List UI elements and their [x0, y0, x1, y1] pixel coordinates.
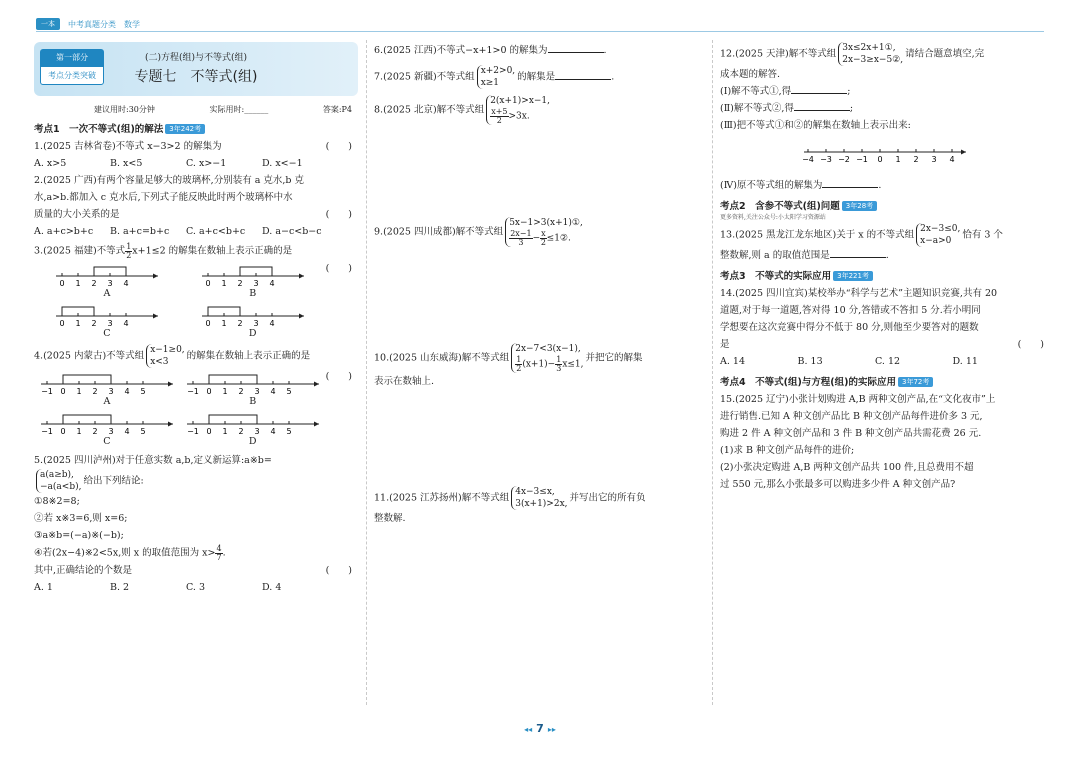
- tick-label: 1: [75, 319, 81, 328]
- tick-label: 0: [205, 279, 211, 288]
- tick-label: 0: [206, 387, 212, 396]
- number-line-svg: [52, 304, 162, 328]
- tick-label: −2: [838, 155, 850, 164]
- header-rule: [36, 31, 1044, 32]
- tick-label: 4: [269, 279, 275, 288]
- tick-label: 0: [206, 427, 212, 436]
- banner-subtitle: (二)方程(组)与不等式(组): [144, 53, 248, 63]
- number-line-option: [180, 372, 326, 408]
- number-line: [800, 140, 1050, 167]
- tick-label: 1: [76, 387, 82, 396]
- tick-label: 5: [140, 427, 146, 436]
- question-10: 10.(2025 山东威海)解不等式组2x−7<3(x−1), $\frac{1}{2}(x+1)-\frac{1}{3}x\le 1$,并把它的解集 表示在数轴上.: [374, 344, 643, 387]
- subject-name: 数学: [124, 19, 140, 29]
- tick-label: 1: [895, 155, 901, 164]
- tick-label: 1: [76, 427, 82, 436]
- tick-label: 4: [123, 319, 129, 328]
- tick-label: 4: [270, 427, 276, 436]
- option-label: D: [248, 436, 257, 447]
- number-line-option: [34, 412, 180, 448]
- number-line-option: [180, 264, 326, 300]
- question-13: 13.(2025 黑龙江龙东地区)关于 x 的不等式组2x−3≤0, x−a>0恰有 3 个 整数解,则 a 的取值范围是 .: [720, 224, 1003, 261]
- tick-label: 0: [60, 387, 66, 396]
- tick-label: 3: [107, 279, 113, 288]
- section-heading: 考点2 含参不等式(组)问题 3年28考: [720, 198, 1050, 212]
- tick-label: 0: [59, 279, 65, 288]
- series-name: 中考真题分类: [68, 19, 116, 29]
- column-3: 12.(2025 天津)解不等式组3x≤2x+1①, 2x−3≥x−5②,请结合题意填空,完 成本题的解答. (Ⅰ)解不等式①,得 ; (Ⅱ)解不等式②,得 ; (Ⅲ)把不等式①和②的解集在数轴上表示出来: −4 −3 −2 −1 0 1 2 3 4 (Ⅳ)原不等式组的解集为 . 考点2 含参不等式(组)问题 3年28考 更多资料,关注公众号:小太阳学习资源站 13.(2025 黑龙江龙东地区)关于 x 的不等式组2x−3≤0, x−a>0恰有 3 个 整数解,则 a 的取值范围是 . 考点3 不等式的实际应用 3年221考 14.(2025 四川宜宾)某校举办“科学与艺术”主题知识竞赛,共有 20 道题,对于每一道题,答对得 10 分,答错或不答扣 5 分.若小明同 学想要在这次竞赛中得分不低于 80 分,则他至少要答对的题数 是 ( ) A. 14 B. 13 C. 12 D. 11 考点4 不等式(组)与方程(组)的实际应用 3年72考 15.(2025 辽宁)小张计划购进 A,B 两种文创产品,在“文化夜市”上 进行销售.已知 A 种文创产品比 B 种文创产品每件进价多 3 元, 购进 2 件 A 种文创产品和 3 件 B 种文创产品共需花费 26 元. (1)求 B 种文创产品每件的进价; (2)小张决定购进 A,B 两种文创产品共 100 件,且总费用不超 过 550 元,那么小张最多可以购进多少件 A 种文创产品?: [720, 38, 1050, 493]
- number-line-svg: [800, 140, 970, 164]
- tick-label: 1: [222, 387, 228, 396]
- tick-label: 1: [222, 427, 228, 436]
- tick-label: 1: [75, 279, 81, 288]
- tick-label: 5: [286, 387, 292, 396]
- question-12: 12.(2025 天津)解不等式组3x≤2x+1①, 2x−3≥x−5②,请结合题意填空,完 成本题的解答. (Ⅰ)解不等式①,得 ; (Ⅱ)解不等式②,得 ; (Ⅲ)把不等式①和②的解集在数轴上表示出来:: [720, 43, 985, 131]
- topic-banner: [34, 42, 358, 96]
- frequency-tag: 3年72考: [898, 377, 933, 387]
- tick-label: 4: [124, 427, 130, 436]
- tick-label: 4: [270, 387, 276, 396]
- tick-label: 2: [92, 427, 98, 436]
- section-heading: 考点1 一次不等式(组)的解法 3年242考: [34, 121, 358, 135]
- option-label: C: [103, 328, 111, 339]
- option-label: C: [103, 436, 111, 447]
- tick-label: 2: [92, 387, 98, 396]
- column-1: 第一部分 考点分类突破 (二)方程(组)与不等式(组) 专题七 不等式(组) 建议用时:30分钟 实际用时:______ 答案:P4 考点1 一次不等式(组)的解法 3年242考 1.(2025 吉林省卷)不等式 x−3>2 的解集为 ( ) A. x>5 B. x<5 C. x>−1 D. x<−1 2.(2025 广西)有两个容量足够大的玻璃杯,分别装有 a 克水,b 克 水,a>b.都加入 c 克水后,下列式子能反映此时两个玻璃杯中水 质量的大小关系的是 ( ) A. a+c>b+c B. a+c=b+c C. a+c<b+c D. a−c<b−c 3.(2025 福建)不等式$\frac{1}{2}x+1\le 2$ 的解集在数轴上表示正确的是 ( ) 0 1 2 3 4 A 0 1 2 3 4 B 0 1 2 3 4 C 0 1 2 3 4 D 4.(2025 内蒙古)不等式组x−1≥0, x<3的解集在数轴上表示正确的是 ( ) −1 0 1 2 3 4 5 A −1 0 1 2 3 4 5 B −1 0 1 2 3 4 5 C −1 0 1 2 3 4 5 D 5.(2025 四川泸州)对于任意实数 a,b,定义新运算:a※b= a(a≥b), −a(a<b),给出下列结论: ①8※2=8; ②若 x※3=6,则 x=6; ③a※b=(−a)※(−b); ④若(2x−4)※2<5x,则 x 的取值范围为 $x>\frac{4}{7}$. 其中,正确结论的个数是 ( ) A. 1 B. 2 C. 3 D. 4: [34, 38, 358, 596]
- prev-arrow-icon: ◂◂: [524, 725, 533, 734]
- tick-label: 0: [877, 155, 883, 164]
- number-line-option: [34, 372, 180, 408]
- tick-label: 3: [108, 427, 114, 436]
- number-line-option: [180, 412, 326, 448]
- options: A. x>5 B. x<5 C. x>−1 D. x<−1: [34, 158, 303, 169]
- column-divider: [366, 40, 367, 705]
- tick-label: 2: [91, 279, 97, 288]
- tick-label: 2: [238, 387, 244, 396]
- tick-label: 2: [91, 319, 97, 328]
- promo-note: 更多资料,关注公众号:小太阳学习资源站: [720, 214, 826, 221]
- number-line-svg: [183, 372, 323, 396]
- page-header: [36, 18, 140, 30]
- options: A. 14 B. 13 C. 12 D. 11: [720, 356, 978, 367]
- tick-label: −1: [186, 427, 199, 436]
- tick-label: 0: [205, 319, 211, 328]
- tick-label: 5: [286, 427, 292, 436]
- part-label: 第一部分: [40, 49, 104, 66]
- tick-label: 0: [59, 319, 65, 328]
- tick-label: −3: [820, 155, 832, 164]
- options: A. 1 B. 2 C. 3 D. 4: [34, 582, 282, 593]
- answer-page: 答案:P4: [322, 105, 352, 114]
- question-2: 2.(2025 广西)有两个容量足够大的玻璃杯,分别装有 a 克水,b 克 水,a>b.都加入 c 克水后,下列式子能反映此时两个玻璃杯中水 质量的大小关系的是 ( ): [34, 175, 352, 220]
- number-line-svg: [52, 264, 162, 288]
- question-1: 1.(2025 吉林省卷)不等式 x−3>2 的解集为 ( ): [34, 141, 352, 152]
- tick-label: 3: [108, 387, 114, 396]
- question-8: 8.(2025 北京)解不等式组2(x+1)>x−1, $\frac{x+5}{2}>3x$.: [374, 96, 551, 125]
- number-line-svg: [198, 264, 308, 288]
- option-label: A: [103, 396, 111, 407]
- tick-label: 4: [123, 279, 129, 288]
- tick-label: 3: [254, 427, 260, 436]
- column-2: [374, 38, 704, 527]
- tick-label: 3: [107, 319, 113, 328]
- question-9: 9.(2025 四川成都)解不等式组5x−1>3(x+1)①, $\frac{2x-1}{3}-\frac{x}{2}\le 1②$.: [374, 218, 583, 247]
- question-7: 7.(2025 新疆)不等式组x+2>0, x≥1的解集是 .: [374, 66, 615, 88]
- tick-label: 1: [221, 279, 227, 288]
- tick-label: 2: [237, 319, 243, 328]
- tick-label: 2: [237, 279, 243, 288]
- column-divider: [712, 40, 713, 705]
- tick-label: −1: [40, 427, 53, 436]
- frequency-tag: 3年28考: [842, 201, 877, 211]
- number-line-option: [34, 304, 180, 340]
- solution-bracket: [63, 415, 111, 424]
- solution-bracket: [209, 375, 257, 384]
- tick-label: 4: [269, 319, 275, 328]
- number-line-options: [34, 264, 326, 340]
- tick-label: −4: [802, 155, 814, 164]
- question-5: 5.(2025 四川泸州)对于任意实数 a,b,定义新运算:a※b= a(a≥b), −a(a<b),给出下列结论: ①8※2=8; ②若 x※3=6,则 x=6; ③a※b=(−a)※(−b); ④若(2x−4)※2<5x,则 x 的取值范围为 $x>\frac{4}{7}$. 其中,正确结论的个数是 ( ): [34, 455, 352, 576]
- number-line-options: [34, 372, 326, 448]
- tick-label: 0: [60, 427, 66, 436]
- question-4: 4.(2025 内蒙古)不等式组x−1≥0, x<3的解集在数轴上表示正确的是: [34, 345, 311, 367]
- banner-title: 专题七 不等式(组): [134, 69, 258, 85]
- question-14: 14.(2025 四川宜宾)某校举办“科学与艺术”主题知识竞赛,共有 20 道题,对于每一道题,答对得 10 分,答错或不答扣 5 分.若小明同 学想要在这次竞赛中得分不低于 80 分,则他至少要答对的题数 是 ( ): [720, 288, 1044, 350]
- tick-label: 3: [253, 279, 259, 288]
- tick-label: 3: [254, 387, 260, 396]
- page-number: ◂◂ 7 ▸▸: [524, 722, 556, 735]
- section-heading: 考点4 不等式(组)与方程(组)的实际应用 3年72考: [720, 374, 1050, 388]
- suggested-time: 建议用时:30分钟: [94, 105, 155, 114]
- question-3: 3.(2025 福建)不等式$\frac{1}{2}x+1\le 2$ 的解集在数轴上表示正确的是: [34, 242, 293, 260]
- time-info: [94, 104, 352, 115]
- frequency-tag: 3年221考: [833, 271, 873, 281]
- section-heading: 考点3 不等式的实际应用 3年221考: [720, 268, 1050, 282]
- tick-label: 4: [124, 387, 130, 396]
- tick-label: 1: [221, 319, 227, 328]
- number-line-svg: [183, 412, 323, 436]
- number-line-svg: [198, 304, 308, 328]
- part-sublabel: 考点分类突破: [40, 66, 104, 85]
- option-label: B: [249, 396, 257, 407]
- number-line-option: [180, 304, 326, 340]
- series-logo: 一本: [36, 18, 60, 30]
- number-line-svg: [37, 372, 177, 396]
- tick-label: 2: [238, 427, 244, 436]
- option-label: A: [103, 288, 111, 299]
- question-6: 6.(2025 江西)不等式−x+1>0 的解集为 .: [374, 45, 607, 56]
- tick-label: −1: [40, 387, 53, 396]
- tick-label: 4: [949, 155, 955, 164]
- tick-label: 3: [253, 319, 259, 328]
- options: A. a+c>b+c B. a+c=b+c C. a+c<b+c D. a−c<b−c: [34, 226, 322, 237]
- tick-label: 2: [913, 155, 919, 164]
- question-11: 11.(2025 江苏扬州)解不等式组4x−3≤x, 3(x+1)>2x,并写出它的所有负 整数解.: [374, 487, 646, 524]
- number-line-option: [34, 264, 180, 300]
- next-arrow-icon: ▸▸: [547, 725, 556, 734]
- tick-label: −1: [856, 155, 868, 164]
- tick-label: 3: [931, 155, 937, 164]
- solution-bracket: [63, 375, 111, 384]
- actual-time: 实际用时:______: [209, 105, 269, 114]
- tick-label: 5: [140, 387, 146, 396]
- frequency-tag: 3年242考: [165, 124, 205, 134]
- option-label: B: [249, 288, 257, 299]
- solution-bracket: [209, 415, 257, 424]
- option-label: D: [248, 328, 257, 339]
- number-line-svg: [37, 412, 177, 436]
- tick-label: −1: [186, 387, 199, 396]
- question-15: 15.(2025 辽宁)小张计划购进 A,B 两种文创产品,在“文化夜市”上 进行销售.已知 A 种文创产品比 B 种文创产品每件进价多 3 元, 购进 2 件 A 种文创产品和 3 件 B 种文创产品共需花费 26 元. (1)求 B 种文创产品每件的进价; (2)小张决定购进 A,B 两种文创产品共 100 件,且总费用不超 过 550 元,那么小张最多可以购进多少件 A 种文创产品?: [720, 394, 996, 490]
